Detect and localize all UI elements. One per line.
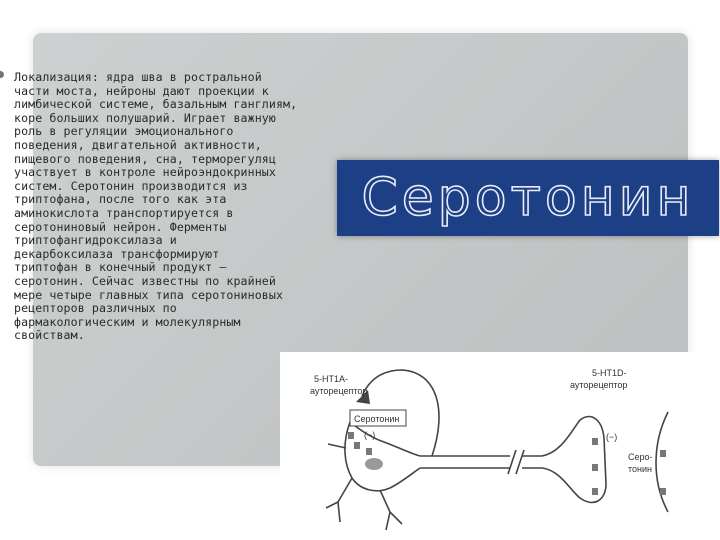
autoreceptor-3 <box>366 448 372 455</box>
autoreceptor-2 <box>354 442 360 449</box>
label-serotonin-left: Серотонин <box>354 414 400 424</box>
body-text: Локализация: ядра шва в ростральной части моста, нейроны дают проекции к лимбической системе, базальным ганглиям, коре больших полушарий. Играет важную роль в регуляции эмоционального поведения, двигательной активности, пищевого поведения, сна, терморегуляц участвует в контроле нейроэндокринных систем. Серотонин производится из триптофана, после того как эта аминокислота транспортируется в серотониновый нейрон. Ферменты триптофангидроксилаза и декарбоксилаза трансформируют триптофан в конечный продукт — серотонин. Сейчас известны по крайней мере четыре главных типа серотониновых рецепторов различных по фармакологическим и молекулярным свойствам. <box>14 70 298 343</box>
dendrite-3 <box>328 444 346 448</box>
axon-break <box>508 450 524 474</box>
label-minus-left: (−) <box>364 430 376 440</box>
post-receptor-2 <box>660 488 666 495</box>
neuron-diagram <box>280 352 720 540</box>
label-minus-right: (−) <box>606 432 618 442</box>
terminal-receptor-3 <box>592 488 598 495</box>
dendrite-1 <box>326 478 352 522</box>
nucleus <box>365 458 383 470</box>
slide-title: Серотонин <box>361 168 695 228</box>
label-serotonin-right-line2: тонин <box>628 464 652 474</box>
label-5ht1a-line1: 5-HT1A- <box>314 374 349 384</box>
autoreceptor-1 <box>348 432 354 439</box>
label-serotonin-right-line1: Серо- <box>628 452 653 462</box>
terminal-receptor-2 <box>592 464 598 471</box>
terminal-receptor-1 <box>592 438 598 445</box>
title-box <box>337 160 719 236</box>
post-receptor-1 <box>660 450 666 457</box>
label-5ht1d-line1: 5-HT1D- <box>592 368 627 378</box>
label-5ht1d-line2: ауторецептор <box>570 380 628 390</box>
neuron-soma-top <box>350 422 420 456</box>
bullet-marker <box>0 71 4 78</box>
neuron-diagram-svg <box>280 352 720 540</box>
dendrite-2 <box>380 490 402 530</box>
label-5ht1a-line2: ауторецептор <box>310 386 368 396</box>
postsynaptic-neuron <box>656 412 668 512</box>
neuron-soma <box>345 422 420 491</box>
